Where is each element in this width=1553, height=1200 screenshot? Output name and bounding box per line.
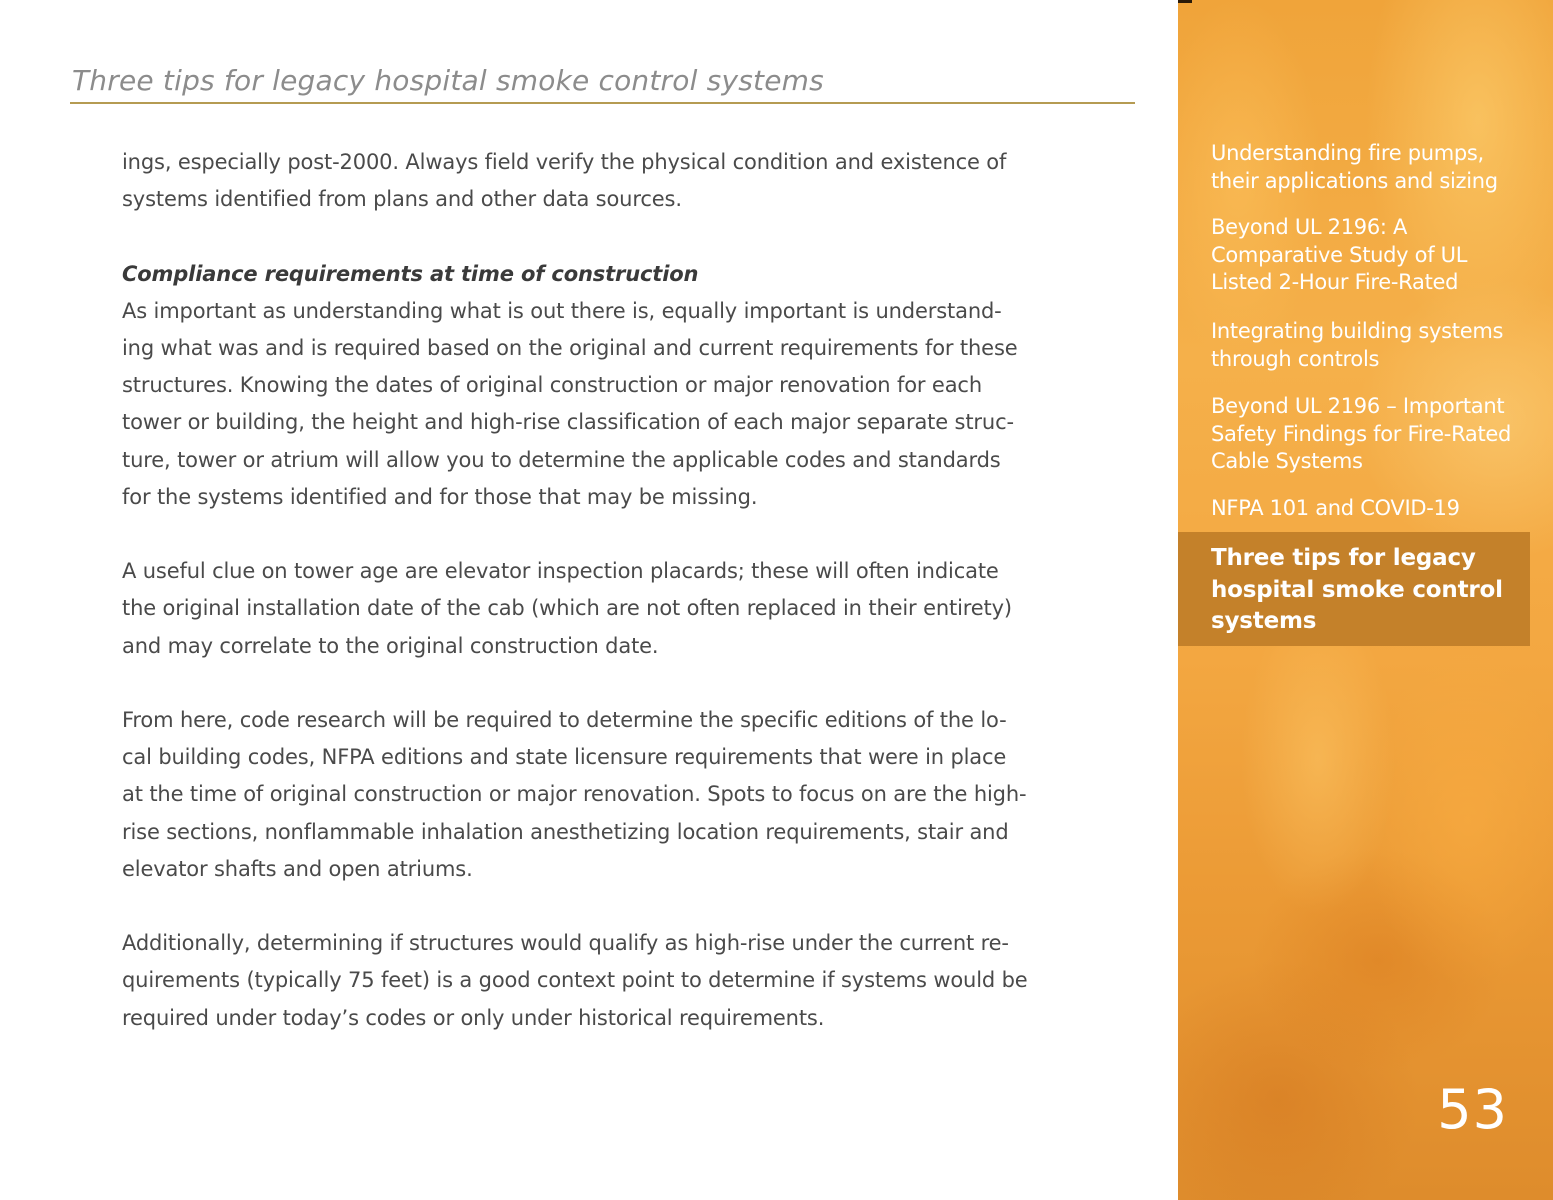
text-line: ing what was and is required based on the original and current requirements for these [122, 336, 1018, 360]
nav-item-label: Three tips for legacy [1211, 545, 1476, 571]
text-line: for the systems identified and for those that may be missing. [122, 484, 758, 509]
section-heading: Compliance requirements at time of construction [122, 261, 699, 286]
text-line: structures. Knowing the dates of original construction or major renovation for each [122, 373, 982, 398]
text-line: tower or building, the height and high-rise classification of each major separate struc- [122, 410, 1014, 435]
nav-item-beyond-ul-2196-findings[interactable] [1211, 393, 1531, 476]
text-line: systems identified from plans and other data sources. [122, 187, 682, 212]
text-line: A useful clue on tower age are elevator inspection placards; these will often indicate [122, 559, 999, 584]
sidebar-nav [1178, 0, 1553, 1200]
nav-item-label: hospital smoke control [1211, 576, 1503, 603]
intro-paragraph [122, 144, 1112, 218]
title-rule [70, 102, 1135, 104]
text-line: quirements (typically 75 feet) is a good context point to determine if systems would be [122, 968, 1028, 993]
nav-item-label: Safety Findings for Fire-Rated [1211, 421, 1512, 446]
text-line: elevator shafts and open atriums. [122, 856, 473, 881]
nav-item-label: Listed 2-Hour Fire-Rated [1211, 270, 1459, 294]
nav-item-beyond-ul-2196-study[interactable] [1211, 214, 1531, 297]
text-line: Additionally, determining if structures would qualify as high-rise under the current re- [122, 931, 1009, 956]
running-title: Three tips for legacy hospital smoke control systems [72, 64, 824, 97]
text-line: ture, tower or atrium will allow you to determine the applicable codes and standards [122, 447, 1001, 472]
nav-item-label: NFPA 101 and COVID-19 [1211, 496, 1460, 520]
nav-item-label: Beyond UL 2196: A [1211, 215, 1408, 239]
nav-item-label: Cable Systems [1211, 449, 1363, 473]
nav-item-label: Understanding fire pumps, [1211, 141, 1484, 165]
nav-item-nfpa-101-covid[interactable] [1211, 495, 1531, 523]
text-line: rise sections, nonflammable inhalation anesthetizing location requirements, stair and [122, 819, 1009, 844]
text-line: From here, code research will be required to determine the specific editions of the lo- [122, 708, 1007, 732]
paragraph-1 [122, 293, 1112, 516]
corner-mark [1178, 0, 1192, 3]
text-line: the original installation date of the cab (which are not often replaced in their entirety) [122, 596, 1012, 621]
nav-item-fire-pumps[interactable] [1211, 140, 1531, 195]
text-line: As important as understanding what is out there is, equally important is understand- [122, 298, 1002, 323]
paragraph-2 [122, 553, 1112, 665]
text-line: and may correlate to the original construction date. [122, 633, 659, 658]
nav-item-label: Integrating building systems [1211, 319, 1504, 343]
text-line: required under today’s codes or only under historical requirements. [122, 1005, 825, 1030]
page-number: 53 [1437, 1078, 1508, 1141]
nav-item-label: Comparative Study of UL [1211, 242, 1468, 267]
nav-item-label: systems [1211, 608, 1317, 634]
nav-item-integrating-building-systems[interactable] [1211, 318, 1531, 373]
text-line: cal building codes, NFPA editions and state licensure requirements that were in place [122, 745, 1007, 770]
paragraph-4 [122, 925, 1112, 1037]
paragraph-3 [122, 702, 1112, 888]
nav-item-label: their applications and sizing [1211, 168, 1498, 193]
text-line: ings, especially post-2000. Always field verify the physical condition and existence of [122, 150, 1007, 174]
text-line: at the time of original construction or major renovation. Spots to focus on are the high- [122, 782, 1027, 807]
nav-item-label: through controls [1211, 346, 1380, 371]
nav-item-three-tips-active[interactable] [1211, 543, 1531, 638]
nav-item-label: Beyond UL 2196 – Important [1211, 394, 1505, 418]
article-body [122, 144, 1112, 1074]
